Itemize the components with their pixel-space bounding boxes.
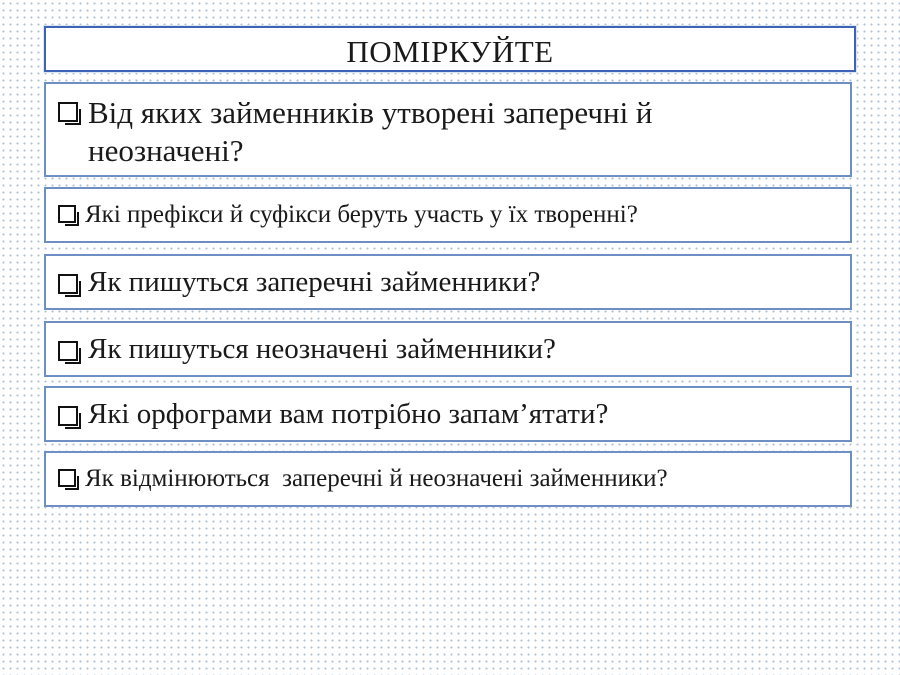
checkbox-icon	[58, 341, 78, 361]
question-text: Які префікси й суфікси беруть участь у їх творенні?	[85, 201, 638, 228]
checkbox-icon	[58, 102, 78, 122]
question-item	[58, 200, 638, 230]
question-box	[44, 386, 852, 442]
question-box	[44, 82, 852, 177]
question-item	[58, 94, 788, 170]
question-box	[44, 321, 852, 377]
question-text: Які орфограми вам потрібно запам’ятати?	[88, 398, 609, 430]
checkbox-icon	[58, 469, 76, 487]
question-item	[58, 266, 540, 298]
question-text: Як відмінюються заперечні й неозначені займенники?	[85, 465, 668, 492]
checkbox-icon	[58, 406, 78, 426]
question-item	[58, 398, 608, 430]
question-text: Як пишуться неозначені займенники?	[88, 333, 556, 365]
question-box	[44, 254, 852, 310]
question-item	[58, 333, 556, 365]
page-title: ПОМІРКУЙТЕ	[346, 33, 554, 69]
checkbox-icon	[58, 205, 76, 223]
question-item	[58, 464, 668, 494]
question-box	[44, 451, 852, 507]
checkbox-icon	[58, 274, 78, 294]
question-box	[44, 187, 852, 243]
question-text: Від яких займенників утворені заперечні й неозначені?	[88, 95, 653, 168]
title-box	[44, 26, 856, 72]
question-text: Як пишуться заперечні займенники?	[88, 266, 541, 298]
